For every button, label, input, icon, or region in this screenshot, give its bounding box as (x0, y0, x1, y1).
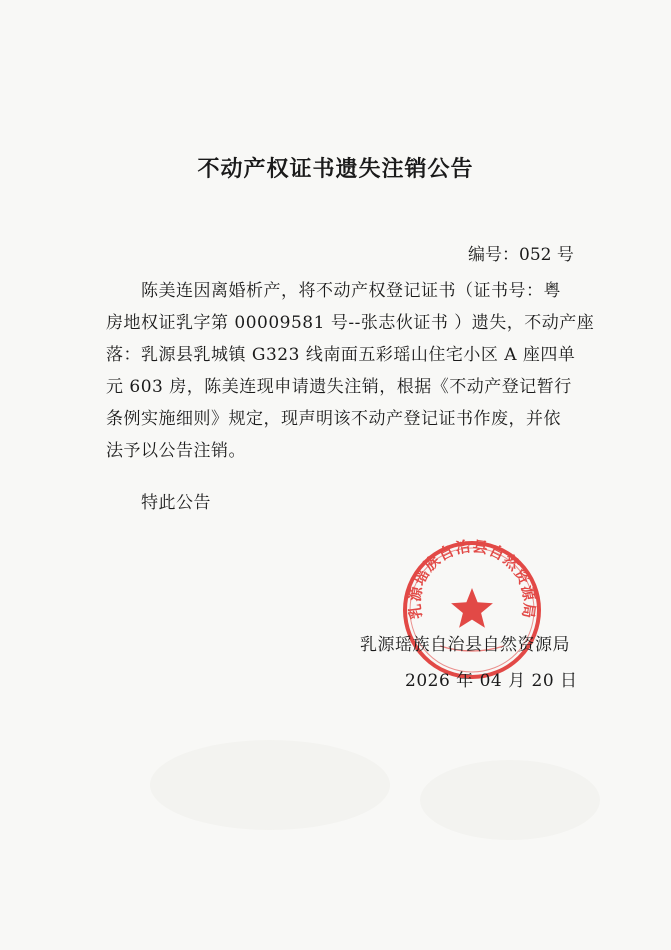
signature-date: 2026 年 04 月 20 日 (405, 671, 578, 691)
closing-text: 特此公告 (141, 493, 211, 513)
seal-text: 乳源瑶族自治县自然资源局 (405, 538, 539, 621)
body-line: 房地权证乳字第 00009581 号--张志伙证书 ）遗失，不动产座 (106, 313, 595, 333)
document-number: 编号：052 号 (468, 245, 574, 265)
paper-texture (420, 760, 600, 840)
body-line: 落：乳源县乳城镇 G323 线南面五彩瑶山住宅小区 A 座四单 (106, 345, 576, 365)
body-line: 陈美连因离婚析产，将不动产权登记证书（证书号：粤 (141, 281, 561, 301)
body-line: 法予以公告注销。 (106, 441, 246, 461)
paper-texture (150, 740, 390, 830)
body-line: 条例实施细则》规定，现声明该不动产登记证书作废，并依 (106, 409, 561, 429)
official-seal-stamp (400, 538, 544, 682)
notice-title: 不动产权证书遗失注销公告 (197, 156, 474, 182)
body-line: 元 603 房，陈美连现申请遗失注销，根据《不动产登记暂行 (106, 377, 572, 397)
signature-organization: 乳源瑶族自治县自然资源局 (360, 635, 570, 655)
